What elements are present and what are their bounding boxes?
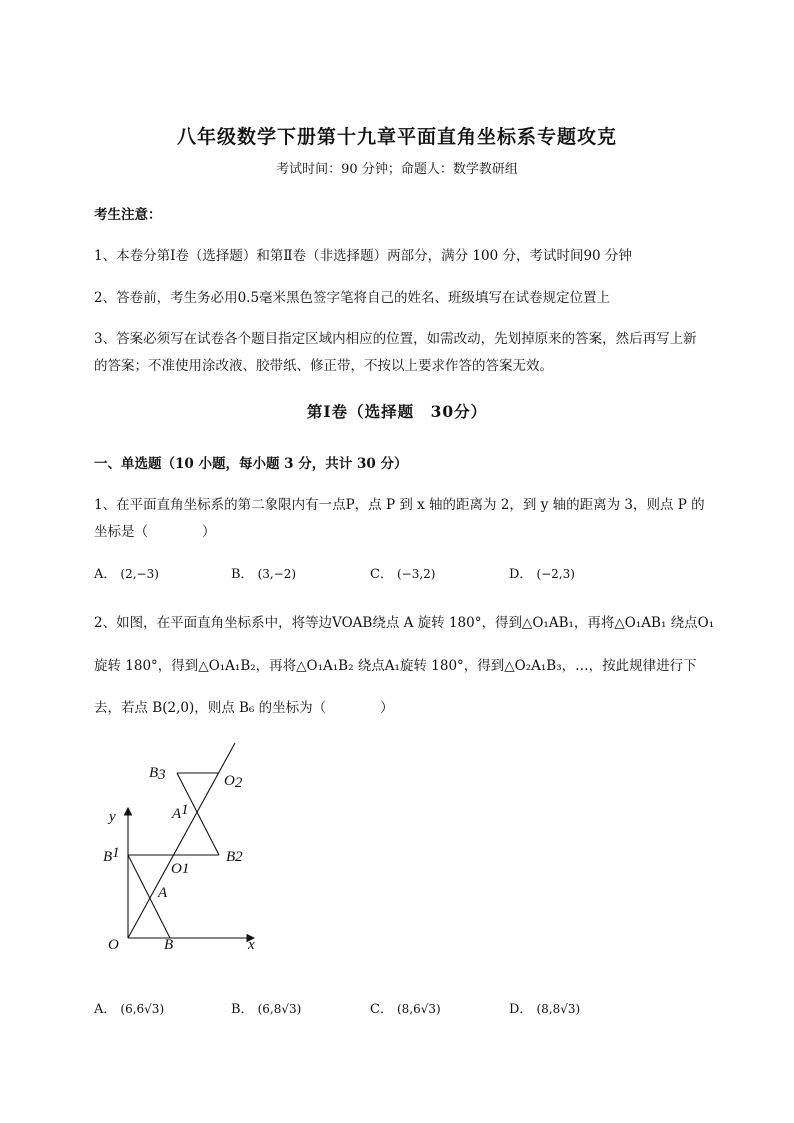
exam-info: 考试时间：90 分钟；命题人：数学教研组 [276, 162, 518, 177]
question-2-line-2: 旋转 180°，得到△O₁A₁B₂，再将△O₁A₁B₂ 绕点A₁旋转 180°，得到△O₂A₁B₃，…，按此规律进行下 [94, 658, 697, 674]
option-label: A． [94, 1002, 117, 1017]
notice-item-3-line-2: 的答案；不准使用涂改液、胶带纸、修正带，不按以上要求作答的答案无效。 [94, 358, 553, 374]
question-2-option-c[interactable] [370, 998, 441, 1017]
question-1-option-b[interactable] [231, 563, 296, 582]
notice-heading: 考生注意： [94, 207, 162, 223]
notice-item-3-line-1: 3、答案必须写在试卷各个题目指定区域内相应的位置，如需改动，先划掉原来的答案，然后再写上新 [94, 331, 697, 347]
question-2-line-1: 2、如图，在平面直角坐标系中，将等边VOAB绕点 A 旋转 180°，得到△O₁AB₁，再将△O₁AB₁ 绕点O₁ [94, 615, 715, 631]
notice-item-2: 2、答卷前，考生务必用0.5毫米黑色签字笔将自己的姓名、班级填写在试卷规定位置上 [94, 290, 611, 306]
label-x: x [248, 937, 255, 953]
question-1-line-2: 坐标是（ ） [94, 524, 216, 540]
label-o1: O1 [171, 861, 190, 877]
rotation-diagram [94, 733, 274, 963]
option-value: (8,6√3) [396, 1002, 441, 1016]
label-b3: B3 [149, 765, 166, 783]
label-b1: B1 [103, 845, 120, 865]
option-value: (6,6√3) [120, 1002, 165, 1016]
option-value: (3,−2) [257, 567, 297, 581]
option-label: B． [231, 1002, 254, 1017]
option-value: (−2,3) [536, 567, 575, 581]
label-o2: O2 [224, 773, 243, 791]
label-a1: A1 [172, 802, 189, 822]
option-label: C． [370, 1002, 393, 1017]
diagonal-line [128, 743, 235, 938]
part-heading: 一、单选题（10 小题，每小题 3 分，共计 30 分） [94, 456, 408, 472]
option-label: A． [94, 567, 117, 582]
question-1-option-d[interactable] [509, 563, 575, 582]
option-value: (6,8√3) [257, 1002, 302, 1016]
page-title: 八年级数学下册第十九章平面直角坐标系专题攻克 [176, 126, 617, 148]
label-a: A [158, 885, 168, 901]
label-b: B [164, 937, 174, 953]
notice-item-1: 1、本卷分第Ⅰ卷（选择题）和第Ⅱ卷（非选择题）两部分，满分 100 分，考试时间90 分钟 [94, 248, 632, 264]
label-y: y [109, 809, 116, 825]
question-2-option-a[interactable] [94, 998, 164, 1017]
question-2-option-b[interactable] [231, 998, 301, 1017]
option-value: (2,−3) [120, 567, 159, 581]
option-label: B． [231, 567, 254, 582]
option-value: (−3,2) [396, 567, 436, 581]
section-title: 第Ⅰ卷（选择题 30分） [306, 402, 488, 421]
option-value: (8,8√3) [536, 1002, 581, 1016]
option-label: C． [370, 567, 393, 582]
label-o: O [108, 937, 119, 953]
question-2-line-3: 去，若点 B(2,0)，则点 B₆ 的坐标为（ ） [94, 700, 394, 716]
label-b2: B2 [226, 849, 243, 865]
question-1-option-a[interactable] [94, 563, 159, 582]
option-label: D． [509, 1002, 533, 1017]
question-1-line-1: 1、在平面直角坐标系的第二象限内有一点P，点 P 到 x 轴的距离为 2，到 y 轴的距离为 3，则点 P 的 [94, 497, 705, 513]
option-label: D． [509, 567, 533, 582]
question-2-option-d[interactable] [509, 998, 580, 1017]
question-1-option-c[interactable] [370, 563, 435, 582]
